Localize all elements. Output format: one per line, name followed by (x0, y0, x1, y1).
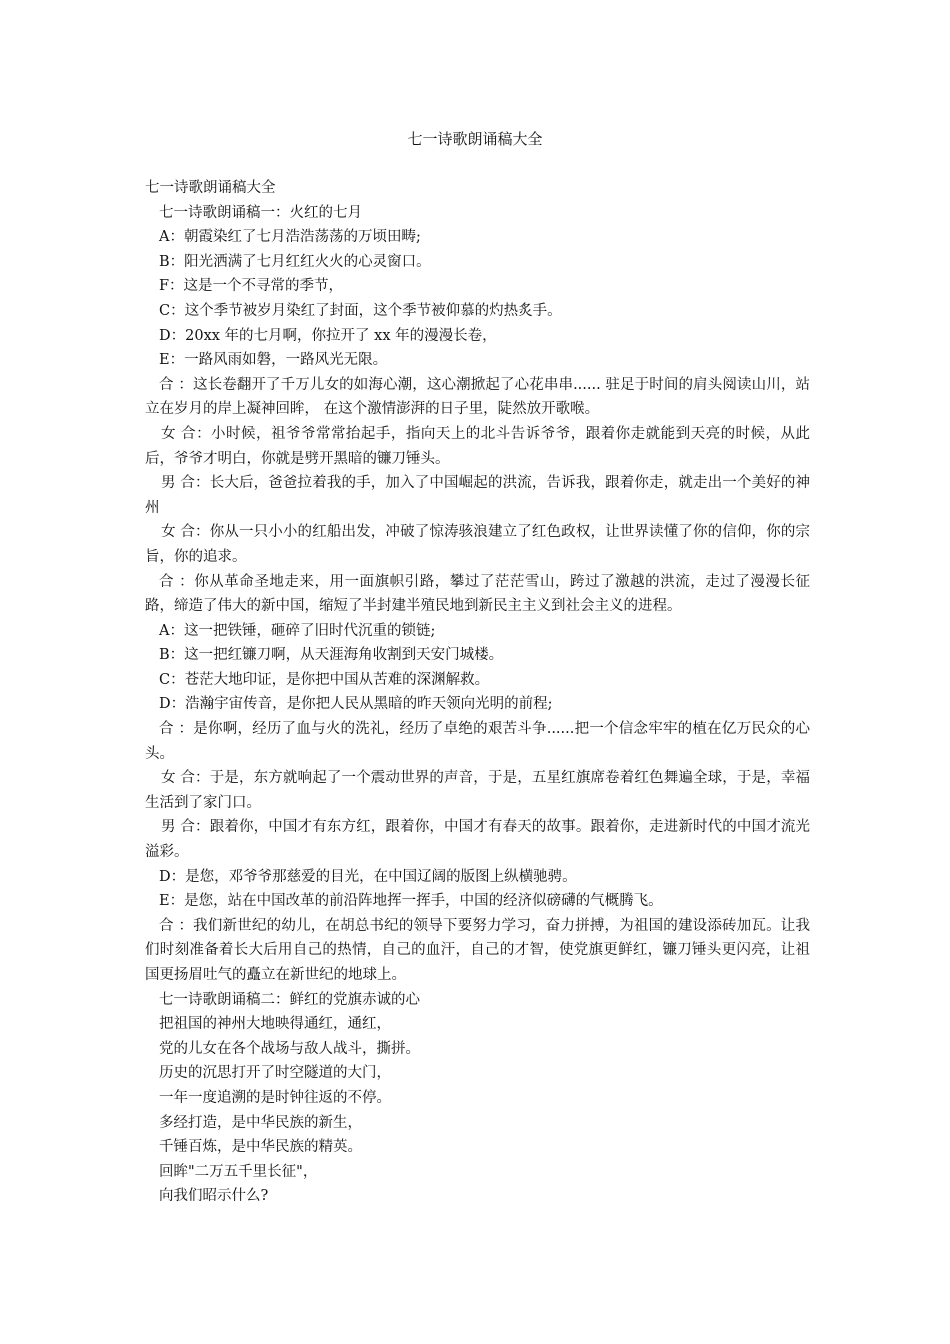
poem-line: F：这是一个不寻常的季节， (159, 278, 344, 295)
poem-line: D：是您，邓爷爷那慈爱的目光，在中国辽阔的版图上纵横驰骋。 (159, 868, 577, 885)
heading-line: 七一诗歌朗诵稿大全 (145, 180, 276, 196)
poem-line: B：这一把红镰刀啊，从天涯海角收割到天安门城楼。 (159, 647, 504, 664)
poem-line: E：是您，站在中国改革的前沿阵地挥一挥手，中国的经济似磅礴的气概腾飞。 (159, 893, 663, 910)
poem-line: 把祖国的神州大地映得通红，通红， (159, 1016, 391, 1033)
section-heading-2: 七一诗歌朗诵稿二：鲜红的党旗赤诚的心 (159, 991, 420, 1008)
poem-paragraph: 合 ：你从革命圣地走来，用一面旗帜引路，攀过了茫茫雪山，跨过了激越的洪流，走过了漫漫长征路，缔造了伟大的新中国，缩短了半封建半殖民地到新民主主义到社会主义的进程。 (145, 573, 810, 615)
poem-paragraph: 合 ：是你啊，经历了血与火的洗礼，经历了卓绝的艰苦斗争......把一个信念牢牢的植在亿万民众的心头。 (145, 721, 810, 762)
poem-line: 回眸"二万五千里长征"， (159, 1163, 318, 1180)
poem-line: 党的儿女在各个战场与敌人战斗，撕拼。 (159, 1040, 420, 1057)
poem-paragraph: 合 ：这长卷翻开了千万儿女的如海心潮，这心潮掀起了心花串串...... 驻足于时间的肩头阅读山川，站立在岁月的岸上凝神回眸， 在这个激情澎湃的日子里，陡然放开歌喉。 (145, 376, 810, 418)
poem-line: C：这个季节被岁月染红了封面，这个季节被仰慕的灼热炙手。 (159, 302, 562, 319)
poem-line: A：朝霞染红了七月浩浩荡荡的万顷田畴; (159, 229, 421, 246)
poem-line: C：苍茫大地印证，是你把中国从苦难的深渊解救。 (159, 671, 490, 688)
poem-paragraph: 女 合：小时候，祖爷爷常常抬起手，指向天上的北斗告诉爷爷，跟着你走就能到天亮的时候，从此后，爷爷才明白，你就是劈开黑暗的镰刀锤头。 (145, 425, 810, 467)
poem-line: 向我们昭示什么? (159, 1188, 269, 1205)
poem-paragraph: 男 合：跟着你，中国才有东方红，跟着你，中国才有春天的故事。跟着你，走进新时代的中国才流光溢彩。 (145, 819, 810, 861)
poem-line: B：阳光洒满了七月红红火火的心灵窗口。 (159, 253, 431, 270)
poem-line: 多经打造，是中华民族的新生， (159, 1114, 362, 1131)
poem-line: D：浩瀚宇宙传音，是你把人民从黑暗的昨天领向光明的前程; (159, 696, 553, 713)
section-heading-1: 七一诗歌朗诵稿一：火红的七月 (159, 204, 362, 221)
poem-line: D：20xx 年的七月啊，你拉开了 xx 年的漫漫长卷， (159, 327, 497, 344)
document-body (145, 176, 810, 1209)
poem-line: E：一路风雨如磐，一路风光无限。 (159, 352, 388, 369)
poem-paragraph: 男 合：长大后，爸爸拉着我的手，加入了中国崛起的洪流，告诉我，跟着你走，就走出一个美好的神州 (145, 475, 810, 516)
poem-line: 千锤百炼，是中华民族的精英。 (159, 1139, 362, 1156)
poem-line: 一年一度追溯的是时钟往返的不停。 (159, 1089, 391, 1106)
poem-paragraph: 女 合：于是，东方就响起了一个震动世界的声音，于是，五星红旗席卷着红色舞遍全球，于是，幸福生活到了家门口。 (145, 770, 810, 811)
poem-line: A：这一把铁锤，砸碎了旧时代沉重的锁链; (159, 622, 436, 639)
document-title: 七一诗歌朗诵稿大全 (407, 130, 543, 148)
poem-paragraph: 合 ：我们新世纪的幼儿，在胡总书纪的领导下要努力学习，奋力拼搏，为祖国的建设添砖加瓦。让我们时刻准备着长大后用自己的热情，自己的血汗，自己的才智，使党旗更鲜红，镰刀锤头更闪亮，让祖国更扬眉吐气的矗立在新世纪的地球上。 (145, 917, 810, 983)
poem-line: 历史的沉思打开了时空隧道的大门， (159, 1065, 391, 1082)
poem-paragraph: 女 合：你从一只小小的红船出发，冲破了惊涛骇浪建立了红色政权，让世界读懂了你的信仰，你的宗旨，你的追求。 (145, 524, 810, 565)
